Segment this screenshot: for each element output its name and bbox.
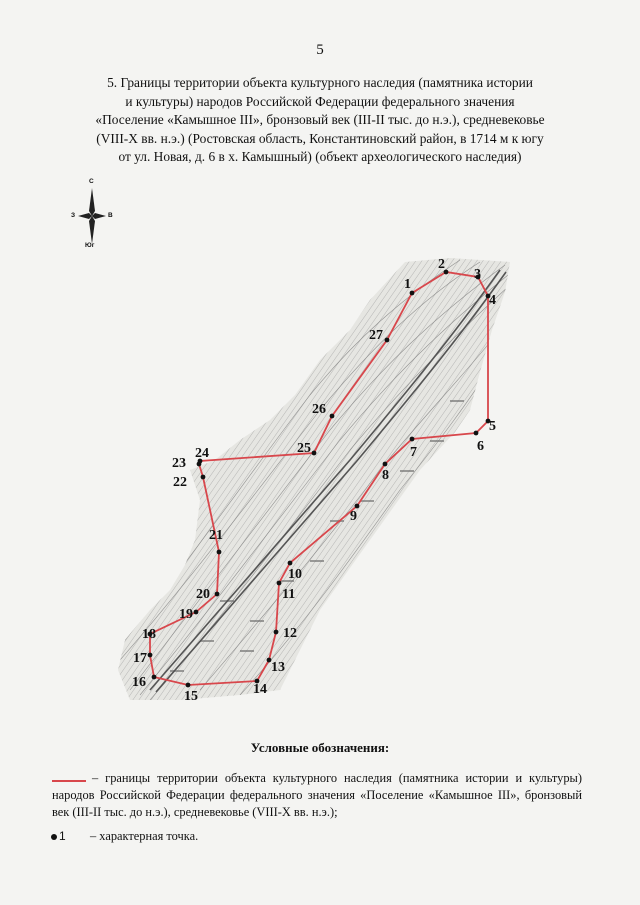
point-label-19: 19 [179,607,193,622]
point-label-11: 11 [282,587,296,602]
title-line: и культуры) народов Российской Федерации федерального значения [125,93,515,109]
point-label-23: 23 [172,456,186,471]
legend-title: Условные обозначения: [250,740,390,755]
boundary-point-20 [215,592,220,597]
boundary-point-16 [152,675,157,680]
boundary-point-10 [288,561,293,566]
compass-east-label: В [108,212,113,219]
point-label-26: 26 [312,402,326,417]
title-line: «Поселение «Камышное III», бронзовый век (III-II тыс. до н.э.), средневековье [95,112,545,127]
point-sample-dot [51,834,57,840]
point-label-1: 1 [404,277,411,292]
title-line: 5. Границы территории объекта культурного наследия (памятника истории [107,75,533,90]
boundary-point-17 [148,653,153,658]
point-label-22: 22 [173,475,187,490]
point-label-2: 2 [438,257,445,272]
compass-north-label: С [89,178,94,185]
point-label-13: 13 [271,660,285,675]
boundary-point-21 [217,550,222,555]
boundary-point-11 [277,581,282,586]
point-label-4: 4 [489,293,496,308]
point-label-5: 5 [489,419,496,434]
title-line: от ул. Новая, д. 6 в х. Камышный) (объект археологического наследия) [118,149,522,164]
compass-west-label: З [71,212,76,219]
boundary-point-7 [410,437,415,442]
point-label-8: 8 [382,468,389,483]
boundary-point-15 [186,683,191,688]
point-label-20: 20 [196,587,210,602]
boundary-point-27 [385,338,390,343]
point-label-27: 27 [369,328,383,343]
point-sample-number: 1 [59,829,66,843]
point-label-25: 25 [297,441,311,456]
boundary-point-9 [355,504,360,509]
point-label-12: 12 [283,626,297,641]
point-label-3: 3 [474,267,481,282]
boundary-point-25 [312,451,317,456]
boundary-point-19 [194,610,199,615]
legend-point-description: – характерная точка. [90,829,199,843]
boundary-point-26 [330,414,335,419]
boundary-point-6 [474,431,479,436]
point-label-14: 14 [253,682,267,697]
page-number: 5 [316,42,324,58]
point-label-21: 21 [209,528,223,543]
boundary-point-22 [201,475,206,480]
terrain-background [100,250,520,710]
boundary-point-8 [383,462,388,467]
title-line: (VIII-X вв. н.э.) (Ростовская область, Константиновский район, в 1714 м к югу [96,130,544,146]
point-label-17: 17 [133,651,147,666]
compass-south-label: Юг [85,242,95,249]
legend-boundary-description: – границы территории объекта культурного наследия (памятника истории и культуры) народов Российской Федерации федерального значения «Поселение «Камышное III», бронзовый век (III-II тыс. до н.э.), средневековье (VIII-X вв. н.э.); [52,771,582,819]
point-label-9: 9 [350,509,357,524]
boundary-point-12 [274,630,279,635]
point-label-7: 7 [410,445,417,460]
point-label-10: 10 [288,567,302,582]
point-label-16: 16 [132,675,146,690]
point-label-6: 6 [477,439,484,454]
point-label-15: 15 [184,689,198,704]
point-label-18: 18 [142,627,156,642]
point-label-24: 24 [195,446,209,461]
